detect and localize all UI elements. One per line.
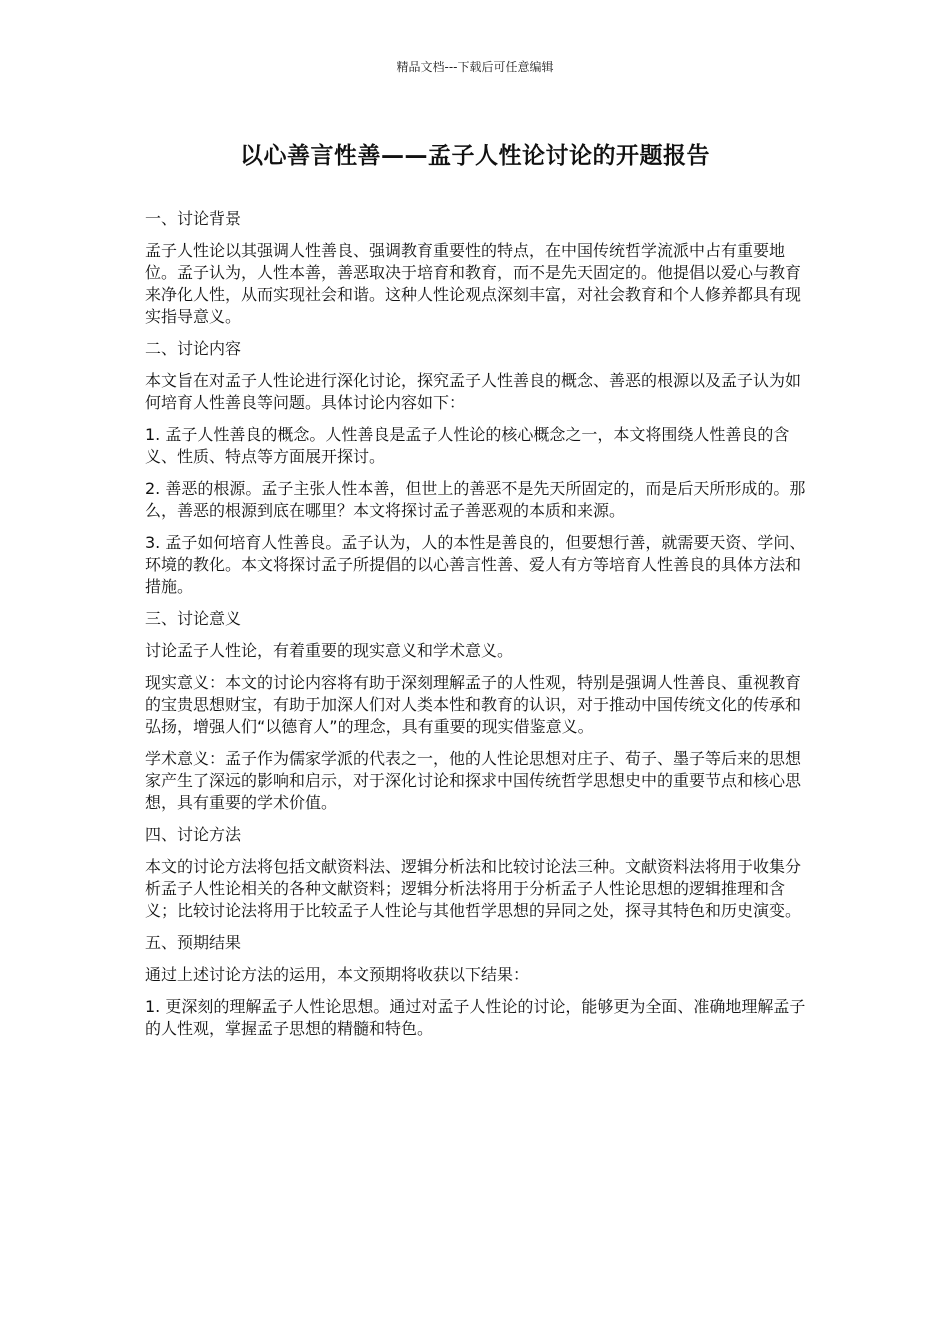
paragraph-content-intro: 本文旨在对孟子人性论进行深化讨论，探究孟子人性善良的概念、善恶的根源以及孟子认为如何培育人性善良等问题。具体讨论内容如下： xyxy=(145,371,802,412)
section-heading-content: 二、讨论内容 xyxy=(145,339,242,358)
paragraph-background: 孟子人性论以其强调人性善良、强调教育重要性的特点，在中国传统哲学流派中占有重要地位。孟子认为，人性本善，善恶取决于培育和教育，而不是先天固定的。他提倡以爱心与教育来净化人性，从而实现社会和谐。这种人性论观点深刻丰富，对社会教育和个人修养都具有现实指导意义。 xyxy=(145,241,802,326)
list-item-content-3: 3. 孟子如何培育人性善良。孟子认为，人的本性是善良的，但要想行善，就需要天资、学问、环境的教化。本文将探讨孟子所提倡的以心善言性善、爱人有方等培育人性善良的具体方法和措施。 xyxy=(145,533,806,596)
paragraph-method: 本文的讨论方法将包括文献资料法、逻辑分析法和比较讨论法三种。文献资料法将用于收集分析孟子人性论相关的各种文献资料；逻辑分析法将用于分析孟子人性论思想的逻辑推理和含义；比较讨论法将用于比较孟子人性论与其他哲学思想的异同之处，探寻其特色和历史演变。 xyxy=(145,857,802,920)
list-item-results-1: 1. 更深刻的理解孟子人性论思想。通过对孟子人性论的讨论，能够更为全面、准确地理解孟子的人性观，掌握孟子思想的精髓和特色。 xyxy=(145,997,806,1038)
list-item-content-1: 1. 孟子人性善良的概念。人性善良是孟子人性论的核心概念之一，本文将围绕人性善良的含义、性质、特点等方面展开探讨。 xyxy=(145,425,790,466)
section-heading-background: 一、讨论背景 xyxy=(145,209,242,228)
document-title: 以心善言性善——孟子人性论讨论的开题报告 xyxy=(240,143,710,169)
paragraph-significance-academic: 学术意义：孟子作为儒家学派的代表之一，他的人性论思想对庄子、荀子、墨子等后来的思想家产生了深远的影响和启示，对于深化讨论和探求中国传统哲学思想史中的重要节点和核心思想，具有重要的学术价值。 xyxy=(145,749,802,812)
header-note: 精品文档---下载后可任意编辑 xyxy=(396,60,554,74)
paragraph-significance-practical: 现实意义：本文的讨论内容将有助于深刻理解孟子的人性观，特别是强调人性善良、重视教育的宝贵思想财宝，有助于加深人们对人类本性和教育的认识，对于推动中国传统文化的传承和弘扬，增强人们“以德育人”的理念，具有重要的现实借鉴意义。 xyxy=(145,673,802,736)
section-heading-method: 四、讨论方法 xyxy=(145,825,242,844)
paragraph-significance-intro: 讨论孟子人性论，有着重要的现实意义和学术意义。 xyxy=(145,641,514,660)
section-heading-significance: 三、讨论意义 xyxy=(145,609,242,628)
paragraph-results-intro: 通过上述讨论方法的运用，本文预期将收获以下结果： xyxy=(145,965,530,984)
document-body xyxy=(145,208,807,1050)
section-heading-results: 五、预期结果 xyxy=(145,933,242,952)
list-item-content-2: 2. 善恶的根源。孟子主张人性本善，但世上的善恶不是先天所固定的，而是后天所形成的。那么，善恶的根源到底在哪里？本文将探讨孟子善恶观的本质和来源。 xyxy=(145,479,806,520)
